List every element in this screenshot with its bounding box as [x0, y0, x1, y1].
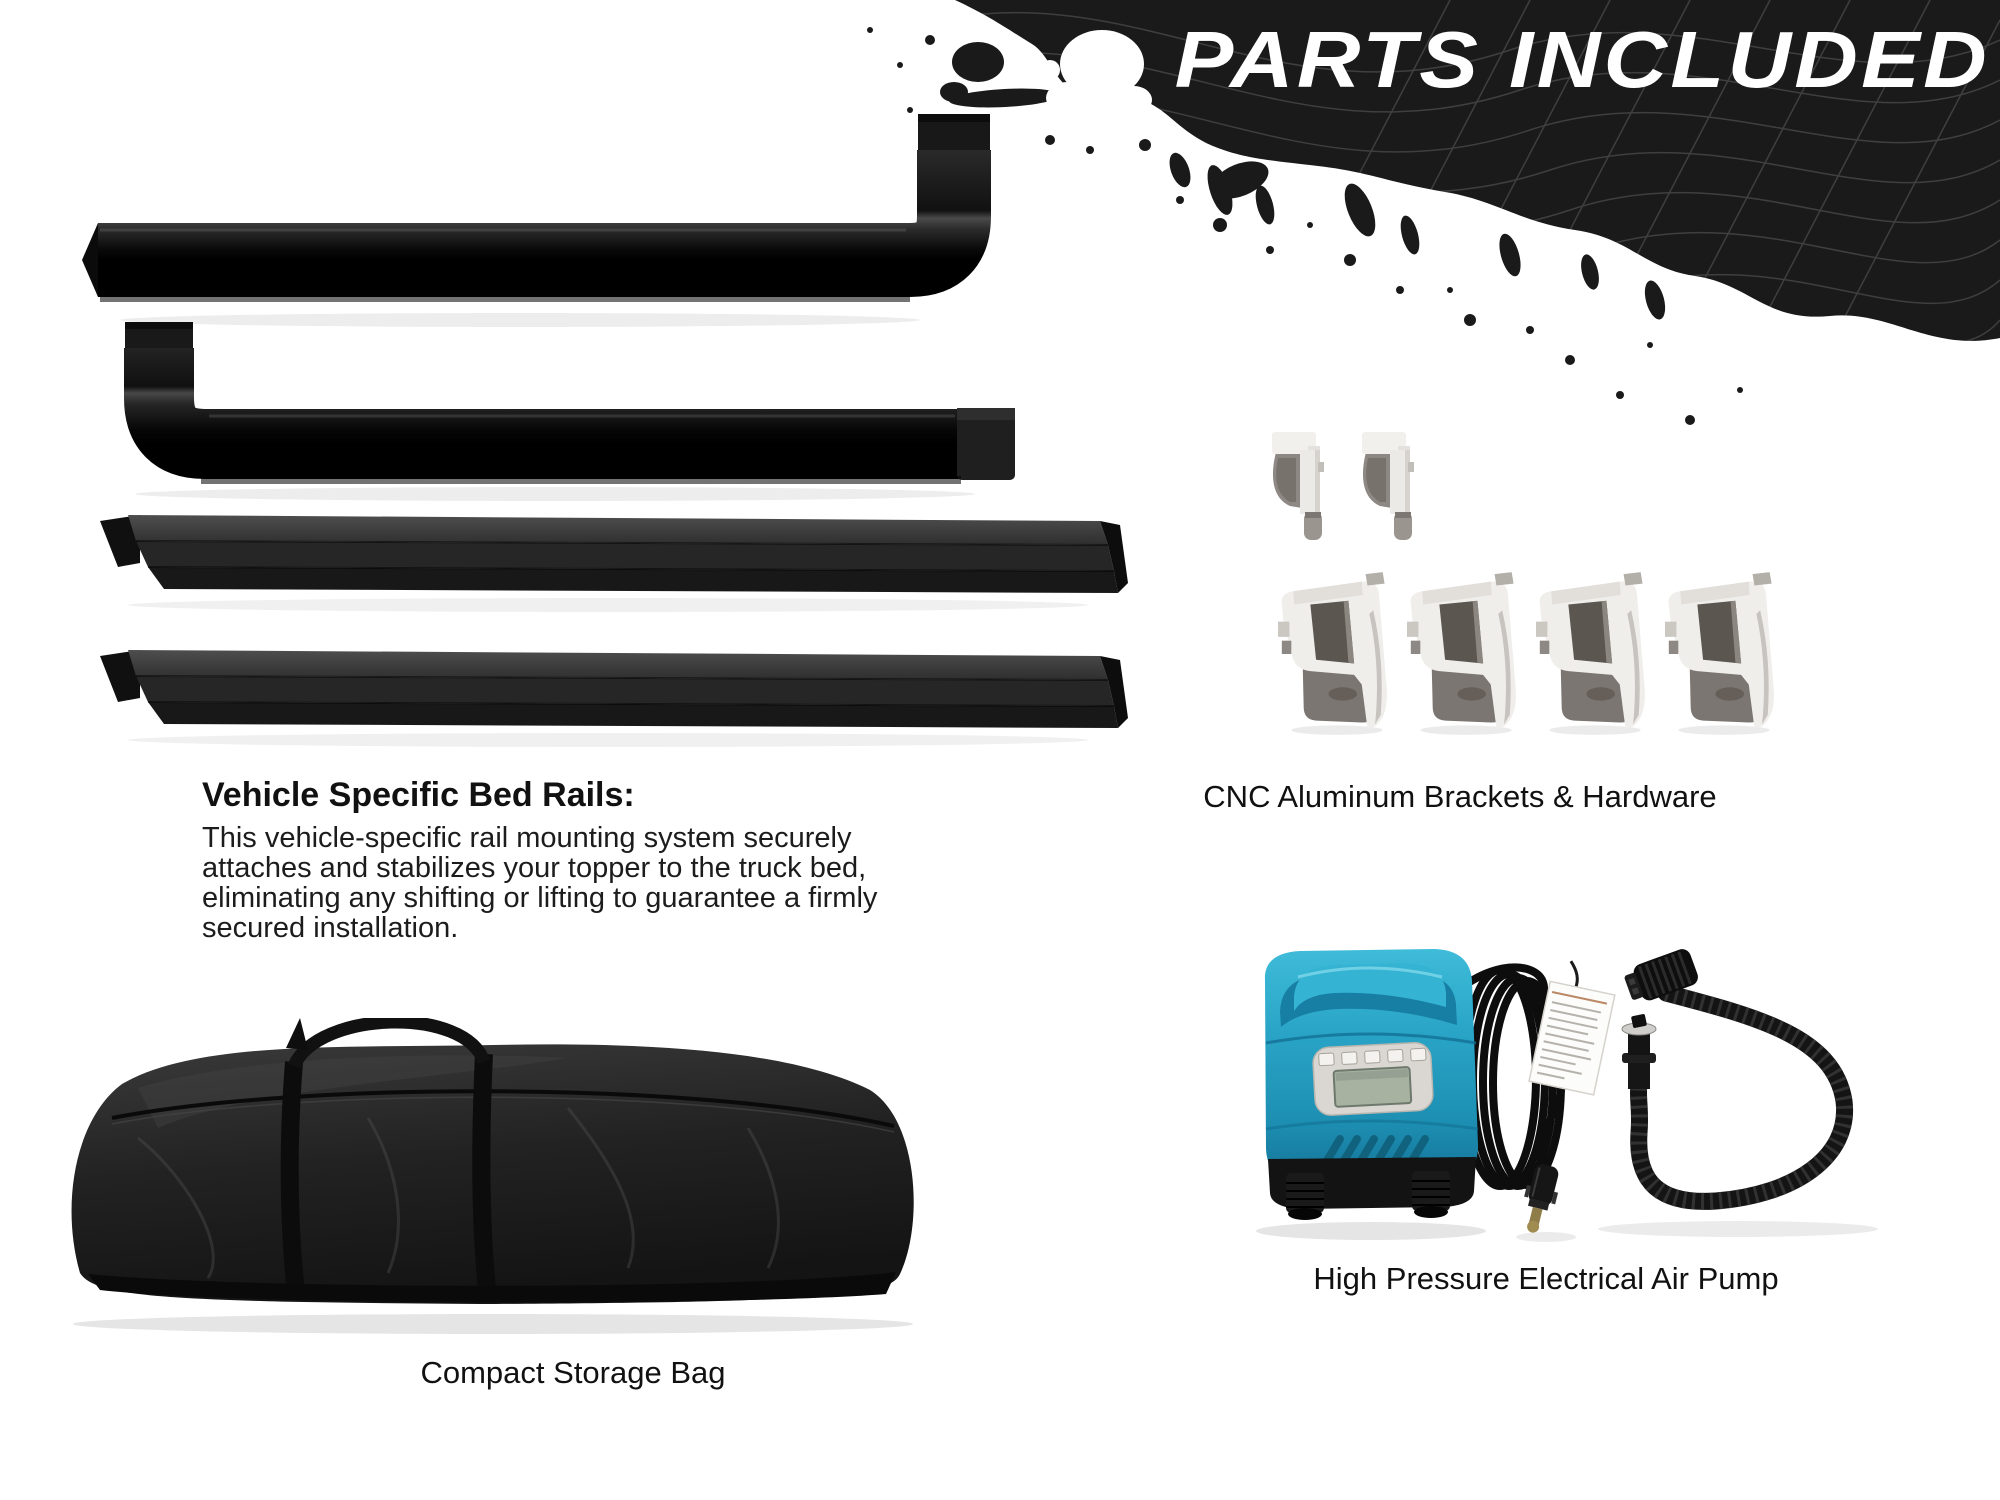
page-title: PARTS INCLUDED: [1174, 15, 1990, 104]
air-hose: [1622, 947, 1845, 1202]
pump-body: [1265, 949, 1478, 1220]
bed-rails-description: This vehicle-specific rail mounting system securely attaches and stabilizes your topper to the truck bed, eliminating any shifting or lifting to guarantee a firmly secured installation.: [202, 822, 878, 944]
bed-rails-heading: Vehicle Specific Bed Rails:: [202, 776, 635, 814]
storage-bag-photo: [48, 1018, 943, 1338]
small-bracket: [1358, 428, 1422, 540]
clamp-bracket: [1278, 572, 1396, 736]
clamp-bracket: [1407, 572, 1525, 736]
clamp-bracket: [1536, 572, 1654, 736]
bed-rail-side-1: [88, 505, 1128, 615]
pump-control-panel: [1312, 1042, 1433, 1116]
clamp-brackets: [1278, 572, 1783, 736]
air-pump-photo: [1238, 933, 1903, 1253]
clamp-bracket: [1665, 572, 1783, 736]
air-pump-caption: High Pressure Electrical Air Pump: [1313, 1261, 1779, 1296]
bed-rail-front: [80, 108, 1010, 333]
bed-rails-text-block: [202, 775, 882, 943]
small-brackets: [1268, 428, 1422, 540]
small-bracket: [1268, 428, 1332, 540]
bed-rail-rear: [85, 322, 1045, 507]
storage-bag-caption: Compact Storage Bag: [420, 1355, 726, 1390]
hose-valve-fitting: [1622, 1014, 1656, 1089]
brackets-caption: CNC Aluminum Brackets & Hardware: [1203, 779, 1717, 814]
bed-rail-side-2: [88, 640, 1128, 750]
